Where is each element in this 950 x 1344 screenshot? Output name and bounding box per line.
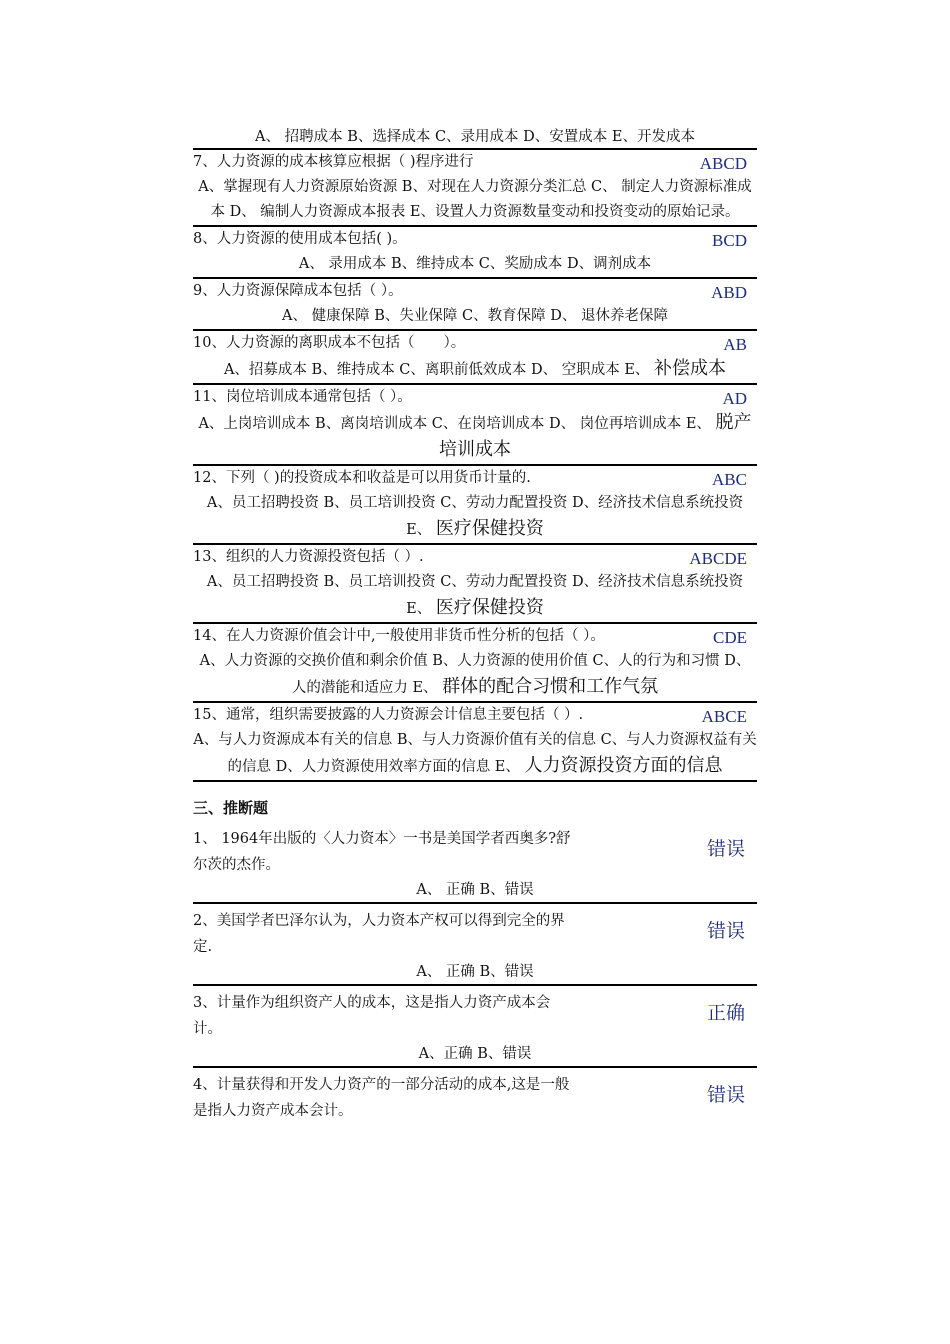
options-text <box>193 649 757 701</box>
multiple-choice-list <box>193 150 757 782</box>
question-text: 10、人力资源的离职成本不包括（ ）。 AB <box>193 331 757 356</box>
true-false-list <box>193 822 757 1124</box>
question-item <box>193 545 757 624</box>
question-item <box>193 624 757 703</box>
judgement-text: 4、计量获得和开发人力资产的一部分活动的成本,这是一般是指人力资产成本会计。 错误 <box>193 1077 745 1119</box>
question-item <box>193 227 757 279</box>
answer-key: AB <box>723 335 747 354</box>
question-text: 11、岗位培训成本通常包括（ ）。 AD <box>193 385 757 410</box>
answer-key: ABC <box>712 470 747 489</box>
section-title: 三、推断题 <box>193 799 269 817</box>
options-main: A、员工招聘投资 B、员工培训投资 C、劳动力配置投资 D、经济技术信息系统投资 E、 <box>206 495 744 538</box>
answer-key: ABD <box>711 283 747 302</box>
answer-key: 错误 <box>706 1085 745 1106</box>
answer-key: ABCE <box>701 707 747 726</box>
answer-key: 正确 <box>706 1003 745 1024</box>
options-text <box>193 491 757 543</box>
options-last-option: 补偿成本 <box>654 358 727 379</box>
question-text: 13、组织的人力资源投资包括（ ）. ABCDE <box>193 545 757 570</box>
judgement-text: 3、计量作为组织资产人的成本，这是指人力资产成本会计。 正确 <box>193 995 745 1037</box>
options-text: A、 正确 B、错误 <box>416 964 534 980</box>
question-item <box>193 279 757 331</box>
question-text: 8、人力资源的使用成本包括( )。 BCD <box>193 227 757 252</box>
options-main: A、人力资源的交换价值和剩余价值 B、人力资源的使用价值 C、人的行为和习惯 D、人的潜能和适应力 E、 <box>199 653 751 696</box>
options-main: A、 健康保障 B、失业保障 C、教育保障 D、 退休养老保障 <box>282 308 668 324</box>
question-6-options: A、 招聘成本 B、选择成本 C、录用成本 D、安置成本 E、开发成本 <box>255 129 695 145</box>
options-text <box>193 410 757 464</box>
question-text: 15、通常，组织需要披露的人力资源会计信息主要包括（ ）. ABCE <box>193 703 757 728</box>
question-text: 9、人力资源保障成本包括（ ）。 ABD <box>193 279 757 304</box>
judgement-text: 2、美国学者巴泽尔认为，人力资本产权可以得到完全的界定. 错误 <box>193 913 745 955</box>
options-text: A、 正确 B、错误 <box>416 882 534 898</box>
options-main: A、招募成本 B、维持成本 C、离职前低效成本 D、 空职成本 E、 <box>223 362 650 378</box>
judgement-item <box>193 1068 757 1124</box>
question-6-options-block <box>193 126 757 150</box>
question-text: 14、在人力资源价值会计中,一般使用非货币性分析的包括（ ）。 CDE <box>193 624 757 649</box>
options-text <box>193 356 757 383</box>
answer-key: AD <box>722 389 747 408</box>
question-item <box>193 385 757 466</box>
answer-key: ABCDE <box>689 549 747 568</box>
options-main: A、与人力资源成本有关的信息 B、与人力资源价值有关的信息 C、与人力资源权益有关的信息 D、人力资源使用效率方面的信息 E、 <box>193 732 757 775</box>
options-text <box>193 304 757 329</box>
answer-key: CDE <box>713 628 747 647</box>
options-text: A、正确 B、错误 <box>418 1046 532 1062</box>
answer-key: 错误 <box>706 839 745 860</box>
document-page <box>193 126 757 1124</box>
options-main: A、员工招聘投资 B、员工培训投资 C、劳动力配置投资 D、经济技术信息系统投资 E、 <box>206 574 744 617</box>
options-last-option: 医疗保健投资 <box>435 597 544 618</box>
judgement-item <box>193 986 757 1068</box>
judgement-text: 1、 1964年出版的〈人力资本〉一书是美国学者西奥多?舒尔茨的杰作。 错误 <box>193 831 745 873</box>
options-main: A、上岗培训成本 B、离岗培训成本 C、在岗培训成本 D、 岗位再培训成本 E、 <box>198 416 711 432</box>
options-last-option: 医疗保健投资 <box>435 518 544 539</box>
question-text: 12、下列（ )的投资成本和收益是可以用货币计量的. ABC <box>193 466 757 491</box>
options-last-option: 脱产培训成本 <box>439 412 752 460</box>
options-text <box>193 252 757 277</box>
options-last-option: 人力资源投资方面的信息 <box>524 755 723 776</box>
judgement-item <box>193 904 757 986</box>
question-item <box>193 331 757 385</box>
question-item <box>193 703 757 782</box>
options-text <box>193 728 757 780</box>
question-item <box>193 150 757 227</box>
answer-key: ABCD <box>699 154 747 173</box>
judgement-item <box>193 822 757 904</box>
options-main: A、掌握现有人力资源原始资源 B、对现在人力资源分类汇总 C、 制定人力资源标准成本 D、 编制人力资源成本报表 E、设置人力资源数量变动和投资变动的原始记录。 <box>198 179 752 220</box>
options-text <box>193 570 757 622</box>
options-main: A、 录用成本 B、维持成本 C、奖励成本 D、调剂成本 <box>298 256 652 272</box>
options-text <box>193 175 757 225</box>
answer-key: 错误 <box>706 921 745 942</box>
question-text: 7、人力资源的成本核算应根据（ )程序进行 ABCD <box>193 150 757 175</box>
options-last-option: 群体的配合习惯和工作气氛 <box>442 676 659 697</box>
answer-key: BCD <box>712 231 747 250</box>
question-item <box>193 466 757 545</box>
